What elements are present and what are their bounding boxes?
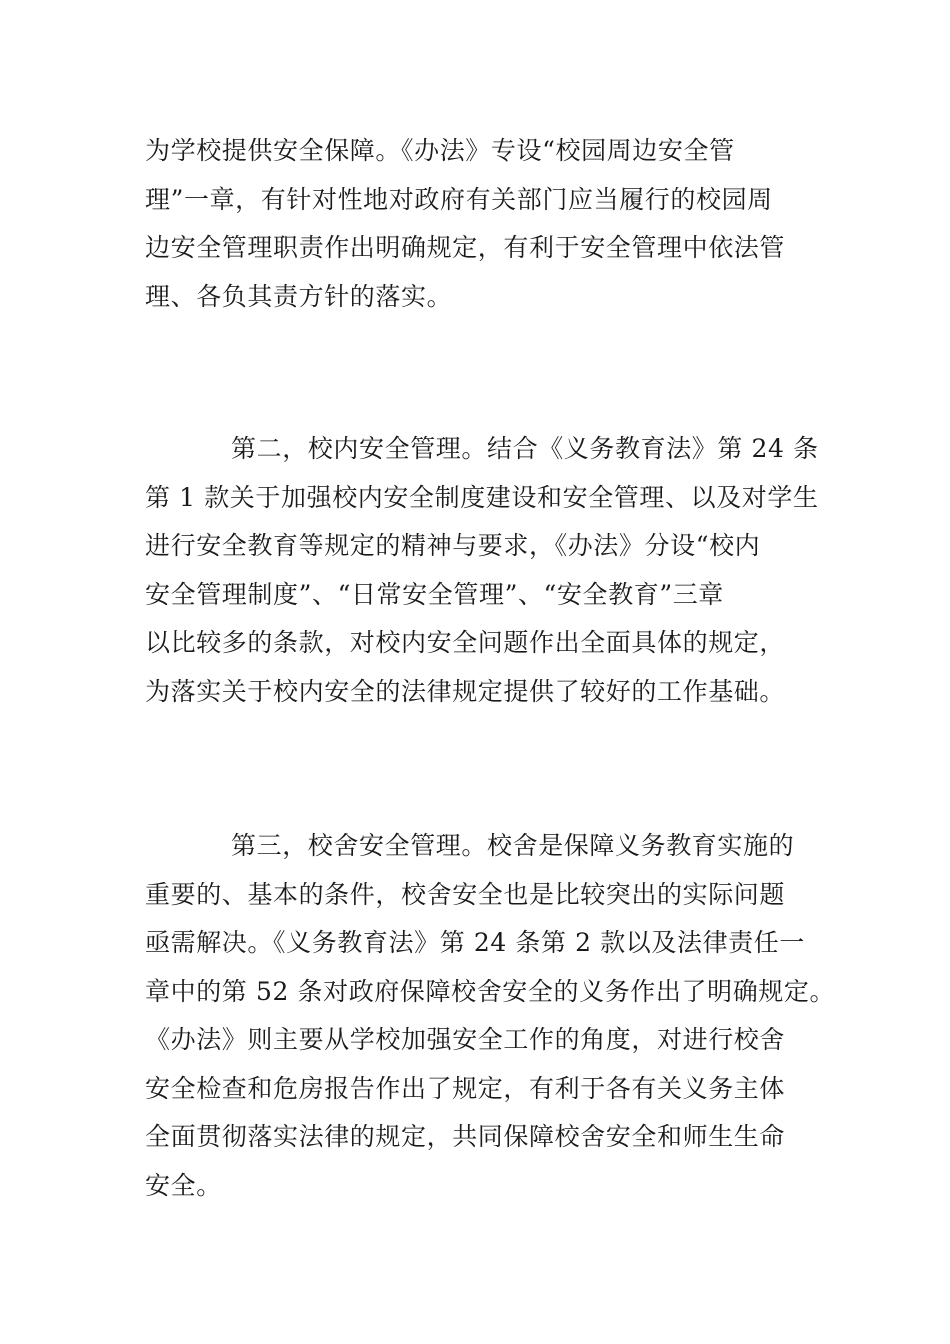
paragraph-line: 安全管理制度”、“日常安全管理”、“安全教育”三章	[145, 579, 724, 609]
paragraph-3	[145, 822, 836, 1210]
paragraph-line: 安全。	[145, 1170, 222, 1200]
paragraph-line: 《办法》则主要从学校加强安全工作的角度，对进行校舍	[145, 1025, 786, 1054]
paragraph-1	[145, 127, 815, 321]
paragraph-line: 全面贯彻落实法律的规定，共同保障校舍安全和师生生命	[145, 1122, 786, 1151]
paragraph-line: 章中的第 52 条对政府保障校舍安全的义务作出了明确规定。	[145, 976, 836, 1006]
paragraph-line: 第 1 款关于加强校内安全制度建设和安全管理、以及对学生	[145, 482, 819, 512]
paragraph-line: 重要的、基本的条件，校舍安全也是比较突出的实际问题	[145, 879, 786, 909]
paragraph-line: 以比较多的条款，对校内安全问题作出全面具体的规定，	[145, 628, 786, 657]
paragraph-line: 为学校提供安全保障。《办法》专设“校园周边安全管	[145, 136, 735, 165]
paragraph-line: 为落实关于校内安全的法律规定提供了较好的工作基础。	[145, 676, 786, 706]
paragraph-line: 第二，校内安全管理。结合《义务教育法》第 24 条	[231, 434, 819, 463]
paragraph-line: 进行安全教育等规定的精神与要求，《办法》分设“校内	[145, 531, 761, 560]
paragraph-line: 安全检查和危房报告作出了规定，有利于各有关义务主体	[145, 1073, 786, 1103]
paragraph-line: 理”一章，有针对性地对政府有关部门应当履行的校园周	[145, 184, 773, 214]
paragraph-line: 边安全管理职责作出明确规定，有利于安全管理中依法管	[145, 233, 786, 262]
paragraph-line: 亟需解决。《义务教育法》第 24 条第 2 款以及法律责任一	[145, 928, 806, 957]
paragraph-2	[145, 425, 819, 716]
paragraph-line: 第三，校舍安全管理。校舍是保障义务教育实施的	[231, 831, 795, 860]
paragraph-line: 理、各负其责方针的落实。	[145, 281, 453, 311]
